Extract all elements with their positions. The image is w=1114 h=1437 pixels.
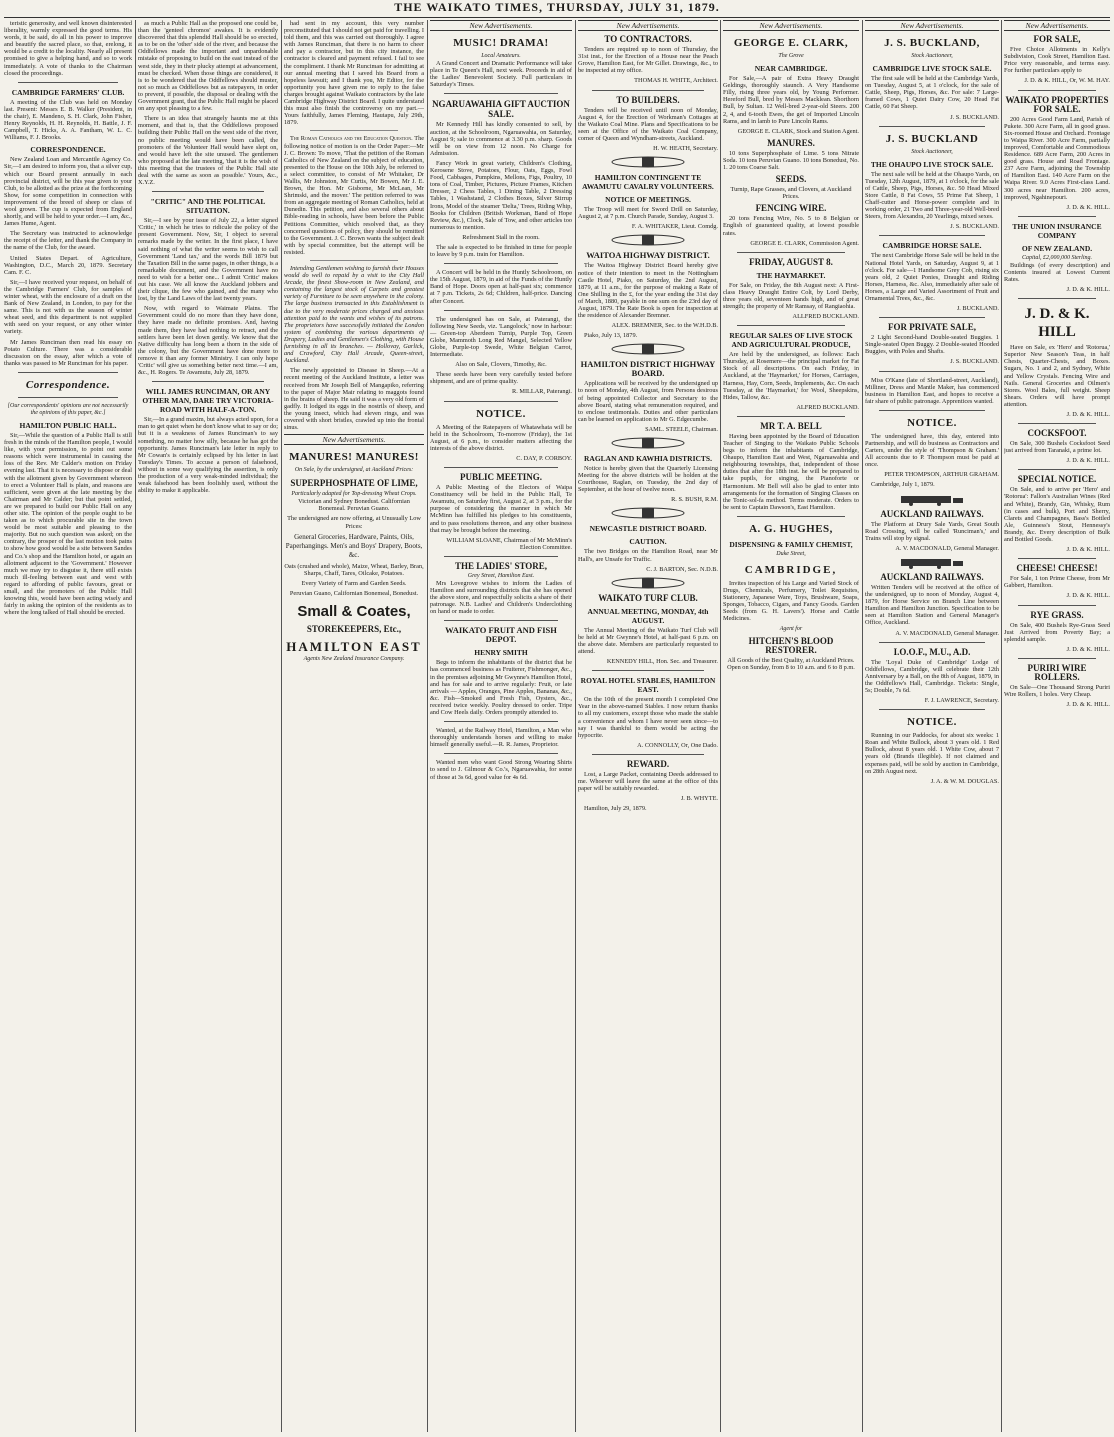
ad-subheading: Stock Auctioneer, (911, 53, 953, 60)
ad-subheading: NEAR CAMBRIDGE. (754, 64, 828, 74)
divider (444, 401, 558, 402)
ad-heading: FOR SALE, (1033, 34, 1081, 45)
crest-image (578, 155, 718, 169)
divider (1018, 298, 1096, 299)
ad-signature: J. S. BUCKLAND. (950, 113, 999, 121)
divider (444, 721, 558, 722)
article-text: teristic generosity, and well known disinterested liberality, warmly expressed the good terms. His words, it be said, do all in his power to improve and beautify the sacred place, so that, erelong, it would be a credit to the locality. Nearly all present promised to give a helping hand, and so to work immediately. A vote of thanks to the Chairman closed the proceedings. (4, 20, 132, 77)
ad-heading: FRIDAY, AUGUST 8. (749, 256, 833, 267)
article-text: The Secretary was instructed to acknowledge the receipt of the letter, and thank the Company in the name of the Club, for the award. (4, 230, 132, 252)
ad-heading: SPECIAL NOTICE. (1017, 474, 1097, 485)
article-text: United States Depart. of Agriculture, Washington, D.C., March 20, 1879. Secretary Cam. F. C. (4, 254, 132, 276)
ad-text: Wanted, at the Railway Hotel, Hamilton, a Man who thoroughly understands horses and willing to make himself generally useful.—R. R. James, Proprietor. (430, 727, 572, 749)
ad-signature: KENNEDY HILL, Hon. Sec. and Treasurer. (606, 658, 718, 666)
crest-image (578, 342, 718, 356)
divider (1018, 469, 1096, 470)
section-heading: New Advertisements. (723, 20, 859, 31)
ad-heading: CAMBRIDGE HORSE SALE. (882, 241, 982, 251)
article-heading: CORRESPONDENCE. (30, 145, 106, 155)
ad-text: The undersigned have, this day, entered into Partnership, and will do business as Contractors and Carters, under the style of 'Thompson & Graham.' All accounts due to P. Thompson must be paid at once. (865, 432, 999, 469)
ad-subheading: Grey Street, Hamilton East. (467, 572, 535, 579)
ad-heading: HAMILTON CONTINGENT TE AWAMUTU CAVALRY VOLUNTEERS. (582, 173, 714, 192)
ad-heading: J. S. BUCKLAND, (884, 37, 980, 50)
ad-heading: SEEDS. (775, 174, 807, 185)
column-divider (281, 20, 282, 1432)
ad-text: For Sale,—A pair of Extra Heavy Draught Geldings, thoroughly staunch. A Very Handsome Filly, rising three years old, by Young Performer. Hereford Bull, bred by Messrs Macklean. Shorthorn Bull, by Sultan. 12 Well-bred 2-year-old Steers. 200 2, 4, and 6-tooth Ewes, the get of Imported Lincoln Rams, and in lamb to Pure Lincoln Rams. (723, 75, 859, 125)
ad-heading: SUPERPHOSPHATE OF LIME, (290, 478, 418, 489)
ad-text: The Troop will meet for Sword Drill on Saturday, August 2, at 7 p.m. Church Parade, Sunday, August 3. (578, 206, 718, 221)
divider (879, 642, 985, 643)
ad-signature: A. V. MACDONALD, General Manager. (895, 629, 999, 637)
divider (444, 310, 558, 311)
ad-heading: REWARD. (626, 758, 670, 769)
ad-text: Five Choice Allotments in Kelly's Subdivision, Cook Street, Hamilton East. Price very reasonable, and terms easy. For further particulars apply to (1004, 46, 1110, 75)
news-item-text: The newly appointed to Disease in Sheep.—At a recent meeting of the Auckland Institute, a letter was received from Mr Joseph Bell of Mangapiko, referring to the paper of Major Mair relating to maggots found in the brains of sheep. He said it was a very old form of gadfly. It lodged its eggs in the nostrils of sheep, and the young insect, which had eleven rings, and was covered with short bristles, crawled up into the frontal sinus. (284, 367, 424, 432)
article-heading: CAMBRIDGE FARMERS' CLUB. (11, 87, 125, 97)
ad-signature: J. S. BUCKLAND. (950, 223, 999, 231)
article-heading: "CRITIC" AND THE POLITICAL SITUATION. (150, 197, 266, 216)
ad-text: Mrs Lovegrove wishes to inform the Ladies of Hamilton and surrounding districts that she has opened the above store, and respectfully solicits a share of their patronage. N.B. Ladies' and Children's Underclothing on hand or made to order. (430, 579, 572, 616)
ad-heading: THE LADIES' STORE, (454, 560, 548, 571)
ad-heading: GEORGE E. CLARK, (733, 37, 849, 50)
divider (18, 82, 118, 83)
divider (444, 93, 558, 94)
ad-signature: ALFRED BUCKLAND. (796, 403, 859, 411)
ad-signature: J. D. & K. HILL. (1066, 286, 1110, 294)
ad-text: The next Cambridge Horse Sale will be held in the National Hotel Yards, on Saturday, August 9, at 1 o'clock. For sale—1 Handsome Grey Cob, rising six years old, 2 Quiet Ponies, Draught and Riding Horses, Harness, &c. Also, immediately after sale of Horses, a Large and Varied Assortment of Fruit and Ornamental Trees, &c., &c. (865, 252, 999, 302)
letter-text: Sir,—I see by your issue of July 22, a letter signed 'Critic,' in which he tries to ridicule the policy of the present Government. Now, Sir, I object to several remarks made by the writer. In the first place, I have said nothing of what the writer seems to wish to call Government 'Land tax,' and the words Bill 1879 but the Taxation Bill in the same pages, in other things, is a remarkable document, and the Government have no need to wish for a better one... I admit 'Critic' makes out his case. We all know the Auckland jobbers and their clique, the few who gained, and the many who lost, by the Land Laws of the last twenty years. (138, 217, 278, 303)
ad-text: Invites inspection of his Large and Varied Stock of Drugs, Chemicals, Perfumery, Toilet Requisites, Stationery, Japanese Ware, Toys, Brushware, Soaps, Sponges, Tobacco, Cigars, and Fancy Goods. Garden Seeds (from G. H. Lavers'). Horse and Cattle Medicines. (723, 579, 859, 623)
divider (1018, 423, 1096, 424)
ad-text: For Sale, 1 ton Prime Cheese, from Mr Gabbert, Hamilton. (1004, 575, 1110, 590)
column-divider (427, 20, 428, 1432)
ad-signature: F. J. LAWRENCE, Secretary. (924, 697, 999, 705)
divider (737, 416, 845, 417)
section-heading: New Advertisements. (1004, 20, 1110, 31)
ad-text: A Concert will be held in the Huntly Schoolroom, on the 15th August, 1879, in aid of the Funds of the Huntly Band of Hope. Doors open at half-past six; commence at 7 p.m. Tickets, 2s 6d; Children, half-price. Dancing after Concert. (430, 269, 572, 305)
divider (737, 252, 845, 253)
ad-subheading: OF NEW ZEALAND. (1021, 243, 1093, 253)
divider (18, 397, 118, 398)
ad-subheading: Capital, £2,000,000 Sterling. (1021, 254, 1092, 261)
ad-heading: PURIRI WIRE ROLLERS. (1027, 662, 1087, 682)
column-6 (723, 20, 859, 1432)
ad-text: 20 tons Fencing Wire, No. 5 to 8 Belgian or English of guaranteed quality, at lowest possible rates. (723, 215, 859, 237)
ad-signature: GEORGE E. CLARK, Commission Agent. (750, 239, 859, 247)
column-divider (862, 20, 863, 1432)
ad-signature: J. D. & K. HILL. (1066, 592, 1110, 600)
ad-subheading: On Sale, by the undersigned, at Auckland Prices: (294, 467, 414, 474)
masthead: THE WAIKATO TIMES, THURSDAY, JULY 31, 1879. (394, 0, 720, 14)
crest-image (578, 506, 718, 520)
ad-text: On the 10th of the present month I completed One Year in the above-named Stables. I now return thanks to all my customers, except those who made the stable a convenience and whom I have never seen since—to say I was thankful to them would be acting the hypocrite. (578, 696, 718, 739)
ad-text: 10 tons Superphosphate of Lime. 5 tons Nitrate Soda. 10 tons Peruvian Guano. 10 tons Bonedust, No. 1. 20 tons Coarse Salt. (723, 149, 859, 172)
column-divider (135, 20, 136, 1432)
ad-signature: SAML. STEELE, Chairman. (645, 425, 718, 433)
ad-text: Having been appointed by the Board of Education Teacher of Singing to the Waikato Public Schools begs to inform the inhabitants of Cambridge, Ohaupo, Hamilton East and West, Ngaruawahia and neighbouring townships, that, independent of those duties that after the 18th inst. he will be prepared to take pupils, for singing, the Pianoforte or Harmonium. Mr Bell will also be glad to enter into arrangements for the formation of Singing Classes on the Tonic-sol-fa method. Terms moderate. Orders to be sent to Captain Dawson's, East Hamilton. (723, 432, 859, 511)
divider (444, 263, 558, 264)
divider (444, 556, 558, 557)
divider (444, 620, 558, 621)
ad-signature: J. D. & K. HILL. (1066, 203, 1110, 211)
column-1 (4, 20, 132, 1432)
ad-signature: R. MILLAR, Paterangi. (512, 388, 572, 396)
ad-heading: PUBLIC MEETING. (459, 472, 542, 483)
news-item-title: The Roman Catholics and the Education Question. (290, 135, 413, 143)
letter-text: New Zealand Loan and Mercantile Agency Co. Sir,—I am desired to inform you, that a silver cup, which our Board present annually in each provincial district, will be this year given to your Club, to be allotted as the prize at the forthcoming Show, for some competition in connection with improvement of the breed of sheep or class of wool grown. The cup is expected from England shortly, and will be held to your order.—I am, &c., James Hume, Agent. (4, 156, 132, 228)
ad-signature: C. DAY, P. CORBOY. (516, 454, 572, 462)
ad-text: For Sale, on Friday, the 8th August next: A First-class Heavy Draught Entire Colt, by Lord Derby, three years old, seventeen hands high, and of great strength; the property of Mr Ramsay, of Rangiaohia. (723, 281, 859, 310)
ad-heading: HAMILTON DISTRICT HIGHWAY BOARD. (580, 359, 716, 379)
divider (310, 260, 398, 261)
ad-text: Tenders are required up to noon of Thursday, the 31st inst., for the Erection of a House near the Peach Grove, Hamilton East, for Mr Gillet. Drawings, &c., to be inspected at my office. (578, 46, 718, 75)
ad-heading: MANURES. (767, 137, 815, 148)
ad-text: The Annual Meeting of the Waikato Turf Club will be held at Mr Gwynne's Hotel, at half-past 6 p.m. on the above date. Members are particularly requested to attend. (578, 626, 718, 656)
ad-text: Begs to inform the inhabitants of the district that he has commenced business as Fruiterer, Fishmonger, &c., in the premises adjoining Mr Gwynne's Hamilton Hotel, and has for sale and to arrive regularly: Fruit, or late arrivals — Apples, Oranges, Pine Apples, Bananas, &c., &c. Fish—Smoked and Fresh Fish, Oysters, &c., received twice weekly. Poultry dressed to order. Tripe and Cow Heels daily. Orders promptly attended to. (430, 659, 572, 716)
ad-heading: RAGLAN AND KAWHIA DISTRICTS. (584, 454, 712, 463)
section-heading: New Advertisements. (430, 20, 572, 31)
ad-heading: RYE GRASS. (1030, 609, 1084, 620)
divider (18, 372, 118, 373)
ad-subheading: Agents New Zealand Insurance Company. (303, 656, 405, 662)
divider (592, 90, 704, 91)
ad-signature: ALLFRED BUCKLAND. (792, 313, 859, 321)
column-3 (284, 20, 424, 1432)
ad-signature: C. J. BARTON, Sec. N.D.B. (646, 565, 718, 573)
ad-text: 200 Acres Good Farm Land, Parish of Pukete. 300 Acre Farm, all in good grass. Six-roomed House and Orchard. Frontage to Waipa River. 300 Acre Farm, partially improved, Comfortable and Commodious Residence. 689 Acre Farm, 200 Acres in good grass. House and Road Frontage. 237 Acre Farm, adjoining the Township of Hamilton East. 140 Acre Farm on the Waipa River. 9.0 Acres First-class Land. 300 acres near Hamilton. 200 acres, improved, Ngahinepouri. (1004, 115, 1110, 201)
ad-text: On Sale—One Thousand Strong Puriri Wire Rollers, 1 holes. Very Cheap. (1004, 683, 1110, 698)
divider (879, 317, 985, 318)
ad-text: Lost, a Large Packet, containing Deeds addressed to me. Whoever will leave the same at the office of this paper will be suitably rewarded. (578, 770, 718, 793)
ad-heading: CAMBRIDGE, (744, 563, 838, 576)
ad-text: A Meeting of the Ratepayers of Whatawhata will be held in the Schoolroom, To-morrow (Friday), the 1st August, at 6 p.m., to consider matters affecting the interests of the above district. (430, 423, 572, 452)
ad-signature: J. B. WHYTE. (680, 795, 718, 803)
ad-subheading: Particularly adapted for Top-dressing Wheat Crops. (291, 491, 417, 498)
crest-image (578, 576, 718, 590)
ad-subheading: Agent for (779, 625, 803, 632)
divider (1018, 605, 1096, 606)
section-heading: New Advertisements. (578, 20, 718, 31)
ad-text: The Waitoa Highway District Board hereby give notice of their intention to meet in the Nottingham Castle Hotel, Piako, on Saturday, the 2nd August, 1879, at 11 a.m., for the purpose of making a Rate of One Shilling in the £, for the year ending the 31st day of March, 1880, payable in one sum on the 23rd day of August, 1879. The Rate Book is open for inspection at the residence of Alexander Bremner. (578, 262, 718, 320)
crest-image (578, 436, 718, 450)
ad-signature: F. A. WHITAKER, Lieut. Comdg. (631, 223, 718, 231)
ad-date: Hamilton, July 29, 1879. (584, 805, 647, 813)
ad-heading: TO BUILDERS. (616, 94, 680, 105)
ad-heading: FOR PRIVATE SALE, (888, 322, 976, 333)
ad-heading: MANURES! MANURES! (289, 451, 419, 464)
ad-heading: FENCING WIRE. (755, 203, 827, 214)
ad-text: Fancy Work in great variety, Children's Clothing, Kerosene Stove, Potatoes, Flour, Oats, Eggs, Fowl Food, Cabbages, Pumpkins, Mellons, Figs, Poultry, 10 tons of Coal, Timber, Pictures, Picture Frames, Kitchen Dresser, 2 Chess Tables, 1 Dining Table, 2 Dressing Tables, 1 Washstand, 2 Clothes Boxes, Silver Stirrup Irons, Model of the steamer 'Delta,' Trees, Riding Whip, Books for Children (British Workman, Band of Hope Review, &c.), Clock, Sale of Tow, and other articles too numerous to mention. (430, 159, 572, 231)
ad-signature: WILLIAM SLOANE, Chairman of Mr McMinn's Election Committee. (446, 536, 572, 551)
ad-heading: MUSIC! DRAMA! (453, 37, 549, 50)
ad-signature: J. D. & K. HILL. (1066, 645, 1110, 653)
column-divider (575, 20, 576, 1432)
ad-heading: MR T. A. BELL (760, 420, 822, 431)
ad-heading: ROYAL HOTEL STABLES, HAMILTON EAST. (580, 676, 716, 695)
ad-heading: NOTICE. (907, 716, 957, 729)
ad-heading: NOTICE. (476, 407, 526, 420)
divider (592, 754, 704, 755)
ad-subheading: NOTICE OF MEETINGS. (605, 195, 691, 205)
column-4 (430, 20, 572, 1432)
ad-text: Turnip, Rape Grasses, and Clovers, at Auckland Prices. (730, 186, 852, 201)
article-heading: HAMILTON PUBLIC HALL. (19, 420, 117, 430)
divider (152, 381, 264, 382)
ad-heading: J. S. BUCKLAND (885, 132, 979, 145)
ad-signature: J. D. & K. HILL. (1066, 411, 1110, 418)
ad-heading: WAITOA HIGHWAY DISTRICT. (586, 250, 710, 261)
ad-signature: J. D. & K. HILL. (1066, 457, 1110, 465)
ad-text: Refreshment Stall in the room. (462, 233, 540, 241)
ad-text: Every Variety of Farm and Garden Seeds. (301, 579, 407, 587)
letter-text: Sir,—I have received your request, on behalf of the Cambridge Farmers' Club, for samples of winter wheat, with the enclosure of a draft on the Bank of New Zealand, in London, to pay for the same. This is not with us the season of winter wheat seed, and this department is not supplied with seed on your request, or any other winter variety. (4, 278, 132, 336)
letter-text: Sir,—In a grand maxim, but always acted upon, for a man to get quiet when he don't know what to say or do; but it is a weakness of James Runciman's to say something, no matter how silly, because he has got the opportunity. James Runciman's late letter in reply to Mr Cowan's is certainly eclipsed by his letter in last Tuesday's Times. To accuse a person of falsehood, without in some way qualifying the assertion, is only the production of a very weak-minded individual; the weak falsehood has been foolishly used, without the ability to make it applicable. (138, 416, 278, 495)
divider (444, 753, 558, 754)
divider (310, 130, 398, 131)
divider (879, 126, 985, 127)
ad-heading: NEWCASTLE DISTRICT BOARD. (589, 524, 707, 534)
ad-text: Peruvian Guano, Californian Bonemeal, Bonedust. (289, 589, 419, 597)
ad-signature: PETER THOMPSON, ARTHUR GRAHAM. (884, 471, 999, 479)
ad-text: The two Bridges on the Hamilton Road, near Mr Hall's, are Unsafe for Traffic. (578, 548, 718, 563)
masthead-rule (4, 17, 1110, 18)
column-2 (138, 20, 278, 1432)
section-heading: New Advertisements. (284, 434, 424, 445)
ad-text: Are held by the undersigned, as follows: Each Thursday, at Rosemere—the principal market for Fat Stock of all descriptions. On each Friday, in Auckland, at the 'Haymarket,' for Horses, Carriages, Harness, Hay, Corn, Seeds, Implements, &c. On each Tuesday, at the 'Haymarket,' for Wool, Sheepskins, Hides, Tallow, &c. (723, 351, 859, 401)
ad-text: 2 Light Second-hand Double-seated Buggies. 1 Single-seated Open Buggy. 2 Double-seated Hooded Buggies, with Poles and Shafts. (865, 334, 999, 356)
ad-date: Cambridge, July 1, 1879. (871, 481, 935, 489)
letter-text: Now, with regard to Waimate Plains. The Government could do no more than they have done, they have made no definite promises. And, having made them, they have had nothing to retract, and the settlers have been let down gently. We know that the Native difficulty has long been a thorn in the side of the colony, but the Government have done more to remove it than any former Ministry. I can only hope 'Critic' will give us something better next time.—I am, &c., H. Rogers. Te Awamutu, July 28, 1879. (138, 305, 278, 377)
ad-heading: REGULAR SALES OF LIVE STOCK AND AGRICULTURAL PRODUCE, (729, 331, 853, 350)
train-image (865, 492, 999, 506)
ad-subheading: The Grove (778, 53, 804, 60)
divider (1018, 90, 1096, 91)
ad-text: The undersigned has on Sale, at Paterangi, the following New Seeds, viz. 'Langolock,' now in harbour:— Green-top Aberdeen Turnip, Purple Top, Green Globe, Mammoth Long Red Mangel, Selected Yellow Globe, Purple-top Swede, White Belgian Carrot, Intermediate. (430, 315, 572, 359)
article-heading: WILL JAMES RUNCIMAN, OR ANY OTHER MAN, DARE TRY VICTORIA-ROAD WITH HALF-A-TON. (142, 387, 274, 415)
ad-heading: Small & Coates, (297, 603, 411, 620)
column-7 (865, 20, 999, 1432)
ad-heading: WAIKATO TURF CLUB. (598, 592, 698, 603)
letter-text: Sir,—While the question of a Public Hall is still fresh in the minds of the Hamilton people, I would like, with your permission, to point out some reasons which were instrumental in causing the loss of the Rev. Mr Calder's motion on Friday evening last. That it is necessary to dispose or deal with the allotment given by Government whereon to erect a Volunteer Hall is plain, and reasons are sufficient, were given at the late meeting by the Chairman and Mr Calder; but that point settled, are we prepared to build our Public Hall on any other site. The opinion of the people ought to be taken as to which procurable site in the town would be most suitable and pleasing to the majority. But no such question was asked; on the contrary, the prosper of the last motion took pains to show how good would be a site between Sandes and Co.'s shop and the Hamilton hotel, or again an allotment adjacent to the 'Government.' However much we may try to disguise it, there still exists much ill-feeling between east and west with regard to affording of public favours, great or small, and the promoters of the Public Hall knowing this, would have been acting wisely and fairly in asking the opinion of the residents as to where the long talked of Hall should be erected. (4, 431, 132, 617)
ad-text: General Groceries, Hardware, Paints, Oils, Paperhangings. Men's and Boys' Drapery, Boots, &c. (285, 532, 423, 559)
article-text: Mr James Runciman then read his essay on Potato Culture. There was a considerable discussion on the essay, after which a vote of thanks was passed to Mr Runciman for his paper. (4, 338, 132, 367)
ad-subheading: DISPENSING & FAMILY CHEMIST, (729, 539, 853, 549)
column-8 (1004, 20, 1110, 1432)
ad-text: Oats (crushed and whole), Maize, Wheat, Barley, Bran, Sharps, Chaff, Tares, Oilcake, Potatoes. (284, 562, 424, 577)
ad-text: Have on Sale, ex 'Hero' and 'Rotorua,' Superior New Season's Teas, in half Chests, Quarter-Chests, and Boxes. Sugars, No. 1 and 2, and Sydney, White and Yellow Crystals. Fencing Wire and Nails. General Groceries and Oilmen's Stores. Wool Bales, full weight. Sheep Shears. Orders will have prompt attention. (1004, 344, 1110, 408)
ad-signature: J. D. & K. HILL, Or, W. M. HAY. (1024, 77, 1110, 85)
editor-note: [Our correspondents' opinions are not necessarily the opinions of this paper, &c.] (7, 402, 129, 416)
ad-text: Tenders will be received until noon of Monday, August 4, for the Erection of Workman's Cottages at the Waikato Coal Mine. Plans and Specifications to be seen at the Office of the Waikato Coal Company, corner of Queen and Wyndham-streets, Auckland. (578, 106, 718, 142)
ad-heading: THE UNION INSURANCE COMPANY (1012, 221, 1102, 240)
ad-subheading: HENRY SMITH (474, 648, 528, 658)
ad-subheading: Stock Auctioneer, (911, 148, 953, 155)
ad-text: On Sale, 400 Bushels Rye-Grass Seed Just Arrived from Poverty Bay; a splendid sample. (1004, 621, 1110, 643)
ad-signature: J. D. & K. HILL. (1066, 701, 1110, 709)
ad-text: The first sale will be held at the Cambridge Yards, on Tuesday, August 5, at 1 o'clock, for the sale of Cattle, Sheep, Pigs, Horses, &c. For sale: 7 Large-framed Cows, 1 Quiet Dairy Cow, 20 Head Fat Cattle, 60 Fat Sheep. (865, 75, 999, 111)
ad-signature: J. A. & W. M. DOUGLAS. (930, 777, 999, 785)
ad-heading: COCKSFOOT. (1027, 428, 1087, 439)
ad-text: Miss O'Kane (late of Shortland-street, Auckland), Milliner, Dress and Mantle Maker, has commenced business in Hamilton East, and hopes to receive a fair share of public patronage. Apprentices wanted. (865, 376, 999, 405)
ad-heading: WAIKATO PROPERTIES FOR SALE. (1005, 94, 1109, 114)
ad-text: Applications will be received by the undersigned up to noon of Monday, 4th August, from Persons desirous of being appointed Collector and Secretary to the above Board, stating what remuneration required, and to enclose testimonials. Duties and other particulars can be learned on application to Mr G. Edgecumbe. (578, 380, 718, 423)
ad-signature: J. S. BUCKLAND. (950, 358, 999, 366)
ad-subheading: THE HAYMARKET. (756, 270, 826, 280)
divider (1018, 558, 1096, 559)
ad-subheading: CAUTION. (629, 537, 667, 547)
ad-text: A Public Meeting of the Electors of Waipa Constituency will be held in the Public Hall, Te Awamutu, on Saturday first, August 2, at 3 p.m., for the purpose of considering the manner in which Mr McMinn has fulfilled his pledges to his constituents, and to pass resolutions thereon, and any other business that may be brought before the meeting. (430, 484, 572, 534)
article-text: A meeting of the Club was held on Monday last. Present: Messrs E. B. Walker (President, in the chair), E. Mandeno, S. H. Clark, John Fisher, Henry Reynolds, H. H. Reynolds, H. Battle, J. F. Campbell, T. Hicks, A. A. Fantham, W. L. C. Williams, F. J. Brooks. (4, 98, 132, 142)
ad-heading: CAMBRIDGE LIVE STOCK SALE. (872, 64, 992, 74)
train-image (865, 555, 999, 569)
ad-text: Written Tenders will be received at the office of the undersigned, up to noon of Monday, August 4, 1879, for Horse Service on Branch Line between Hamilton and Hamilton Junction. Specification to be seen at Hamilton Station and General Manager's Office, Auckland. (865, 583, 999, 627)
ad-heading: HITCHEN'S BLOOD RESTORER. (748, 635, 834, 655)
ad-signature: J. D. & K. HILL. (1066, 546, 1110, 554)
ad-text: Victorian and Sydney Bonedust. Californian Bonemeal. Peruvian Guano. (298, 498, 410, 513)
divider (879, 709, 985, 710)
divider (879, 235, 985, 236)
divider (737, 516, 845, 517)
divider (879, 410, 985, 411)
ad-text: Notice is hereby given that the Quarterly Licensing Meeting for the above districts will be holden at the Courthouse, Raglan, on Tuesday, the 2nd day of September, at the hour of twelve noon. (578, 465, 718, 494)
column-divider (1001, 20, 1002, 1432)
ad-text: All Goods of the Best Quality, at Auckland Prices. Open on Sunday, from 8 to 10 a.m. and 6 to 8 p.m. (727, 656, 855, 671)
ad-subheading: Duke Street, (776, 550, 806, 557)
ad-text: The undersigned are now offering, at Unusually Low Prices: (287, 515, 421, 530)
ad-signature: R. S. BUSH, R.M. (671, 496, 718, 504)
ad-heading: A. G. HUGHES, (749, 522, 833, 535)
ad-signature: THOMAS H. WHITE, Architect. (634, 77, 718, 85)
ad-heading: J. D. & K. HILL (1024, 306, 1090, 341)
ad-signature: A. V. MACDONALD, General Manager. (895, 544, 999, 552)
divider (1018, 216, 1096, 217)
ad-text: Running in our Paddocks, for about six weeks: 1 Roan and White Bullock, about 3 years old. 1 Red Bullock, about 8 years old. 1 White Cow, about 7 years old (Brands illegible). If not claimed and expenses paid, will be sold by auction in Cambridge, on 28th August next. (865, 732, 999, 775)
ad-text: Mr Kennedy Hill has kindly consented to sell, by auction, at the Schoolroom, Ngaruawahia, on Saturday, August 9; sale to commence at 3.30 p.m. sharp. Goods will be on view from 12 noon. No Charge for Admission. (430, 121, 572, 157)
news-item-text: Intending Gentlemen wishing to furnish their Houses would do well to repaid by a visit to the City Hall Arcade, the finest Show-room in New Zealand, and containing the largest stock of Carpets and greatest variety of Furniture to be seen anywhere in the colony. The large business transacted in this Establishment is due to the very moderate prices charged and anxious attention paid to the wants and wishes of its patrons. The proprietors have successfully initiated the London system of combining the various departments of Drapery, Ladies and Gentlemen's Clothing, with House furnishing in all its branches. — Hollovay, Garlick, and Crawford, City Hall Arcade, Queen-street, Auckland. (284, 265, 424, 365)
ad-signature: H. W. HEATH, Secretary. (653, 145, 718, 153)
ad-text: A Grand Concert and Dramatic Performance will take place in Te Queen's Hall, next week. Proceeds in aid of the Ladies' Benevolent Society. Full particulars in Saturday's Times. (430, 60, 572, 89)
letter-text: There is an idea that strangely haunts me at this moment, and that is, that the Oddfellows proposed building their Public Hall on the west side of the river, no public meeting would have been called, the promoters of the Volunteer Hall would have slept on, and would have left the site unused. The gentlemen who proposed at the late meeting, 'that it is the wish of this meeting that the trustees of the Public Hall site deal with the same as soon as possible.' Yours, &c., X.Y.Z. (138, 115, 278, 187)
ad-text: Buildings (of every description) and Contents insured at Lowest Current Rates. (1004, 261, 1110, 283)
ad-signature: A. CONNOLLY, Or, One Dado. (637, 741, 718, 749)
ad-text: On Sale, and to arrive per 'Hero' and 'Rotorua': Fallon's Australian Wines (Red and White), Brandy, Gin, Whisky, Rum (in cases and bulk), Port and Sherry, Clarets and Champagnes, Bass's Bottled Ale, Guinness's Stout, Hennessy's Brandy, &c. Every description of Bulk and Bottled Goods. (1004, 486, 1110, 544)
column-5 (578, 20, 718, 1432)
news-item-text: The following notice of motion is on the Order Paper:—Mr J. C. Brown: To move, 'That the petition of the Roman Catholics of New Zealand on the subject of education, presented to the House on the 10th July, be referred to a select committee, to consist of Mr Whitaker, Dr Wallis, Mr Johnston, Mr Curtis, Mr Bowen, Mr J. E. Brown, the Hon. Mr Gisborne, Mr McLean, Mr Shrimski, and the mover.' The petition referred to was from an aggregate meeting of Roman Catholics, held at Dunedin. This petition, and also several others about Bible-reading in schools, have been before the Public Petitions Committee, which resolved that, as they concerned questions of policy, they should be remitted to the Government. J. C. Brown wants the subject dealt with by special committee, but the attempt will be resisted. (284, 135, 424, 256)
divider (444, 467, 558, 468)
letter-text: as much a Public Hall as the proposed one could be, than the 'genteel chromos' awakes. It is evidently discovered that this splendid Hall should be so erected, as to be on the 'other' side of the river, and because the Oddfellows made the important and unpardonable mistake of proposing to build on the east instead of the west side, they in their plucky attempt at advancement, must be checked. When those things are considered, it is to be wondered that the Oddfellows should muster, not so much as Oddfellows but as ratepayers, in order to prevent, if possible, the disposal or dealing with the Government grant, that the Public Hall might be placed on any spot pleasing to a few. (138, 20, 278, 113)
ad-heading: TO CONTRACTORS. (604, 34, 692, 45)
news-item (284, 135, 424, 256)
section-heading: Correspondence. (25, 378, 111, 391)
ad-text: The sale is expected to be finished in time for people to leave by 9 p.m. train for Hamilton. (430, 243, 572, 259)
ad-subheading: Local Amateurs. (481, 53, 521, 60)
ad-heading: AUCKLAND RAILWAYS. (880, 571, 984, 582)
ad-heading: CHEESE! CHEESE! (1016, 563, 1098, 574)
crest-image (578, 233, 718, 247)
ad-text: Wanted men who want Good Strong Wearing Shirts to send to J. Gilmour & Co.'s, Ngaruawahia, for some of those at 3s 6d, good value for 4s 6d. (430, 759, 572, 781)
ad-signature: ALEX. BREMNER, Sec. to the W.H.D.B. (611, 322, 718, 330)
divider (879, 371, 985, 372)
ad-signature: J. BUCKLAND. (956, 305, 999, 313)
ad-heading: WAIKATO FRUIT AND FISH DEPOT. (445, 625, 557, 645)
column-divider (720, 20, 721, 1432)
ad-signature: GEORGE E. CLARK, Stock and Station Agent. (737, 127, 859, 135)
ad-text: The Platform at Drury Sale Yards, Great South Road Crossing, will be called 'Runciman's,' and Trains will stop by signal. (865, 520, 999, 542)
ad-text: Also on Sale, Clovers, Timothy, &c. (455, 361, 547, 369)
ad-text: These seeds have been very carefully tested before shipment, and are of prime quality. (430, 371, 572, 386)
letter-text: had sent in my account, this very number preconstituted that I should not get paid for travelling. I told them, and this was carried out thoroughly. I agree with James Runciman, that there is no harm to cheer and pay a contractor, but in this city instance, the contractor is cleared and payment refused. I fail to see the compliment. I thank Mr Runciman for admitting at our annual meeting that I saved his Board from a hopeless lawsuit; and I thank you, Mr Editor, for the opportunity you have given me to reply to the false charges brought against Waikato contractors by the late Cambridge Highway District Board. I quite understand this must also finish the controversy on my part.—Yours faithfully, James Fleming, Hautapu, July 29th, 1879. (284, 20, 424, 127)
divider (737, 325, 845, 326)
ad-heading: AUCKLAND RAILWAYS. (880, 508, 984, 519)
divider (1018, 658, 1096, 659)
ad-subheading: ANNUAL MEETING, MONDAY, 4th AUGUST. (587, 606, 709, 625)
section-heading: New Advertisements. (865, 20, 999, 31)
ad-date: Piako, July 13, 1879. (584, 332, 638, 340)
ad-heading: I.O.O.F., M.U., A.D. (893, 646, 971, 657)
ad-text: The next sale will be held at the Ohaupo Yards, on Tuesday, 12th August, 1879, at 1 o'clock, for the sale of Cattle, Sheep, Pigs, Horses, &c. 50 Head Mixed Store Cattle, 8 Fat Cows, 55 Prime Fat Sheep, 1 Chaff-cutter and Horse-power complete and in working order, 21 Two and Three-year-old Well-bred Steers, from Alexandra, 20 Yearlings, mixed sexes. (865, 170, 999, 221)
ad-heading: NGARUAWAHIA GIFT AUCTION SALE. (432, 99, 570, 120)
ad-text: The 'Loyal Duke of Cambridge' Lodge of Oddfellows, Cambridge, will celebrate their 12th Anniversary by a Ball, on the 8th of August, 1879, in the Oddfellow's Hall, Cambridge. Tickets: Single, 5s; Double, 7s 6d. (865, 658, 999, 694)
divider (152, 191, 264, 192)
divider (592, 670, 704, 671)
ad-heading: HAMILTON EAST (286, 639, 422, 654)
ad-heading: NOTICE. (907, 416, 957, 429)
ad-subheading: STOREKEEPERS, Etc., (306, 624, 402, 634)
ad-text: On Sale, 300 Bushels Cocksfoot Seed just arrived from Taranaki, a prime lot. (1004, 440, 1110, 455)
ad-heading: THE OHAUPO LIVE STOCK SALE. (870, 159, 994, 169)
